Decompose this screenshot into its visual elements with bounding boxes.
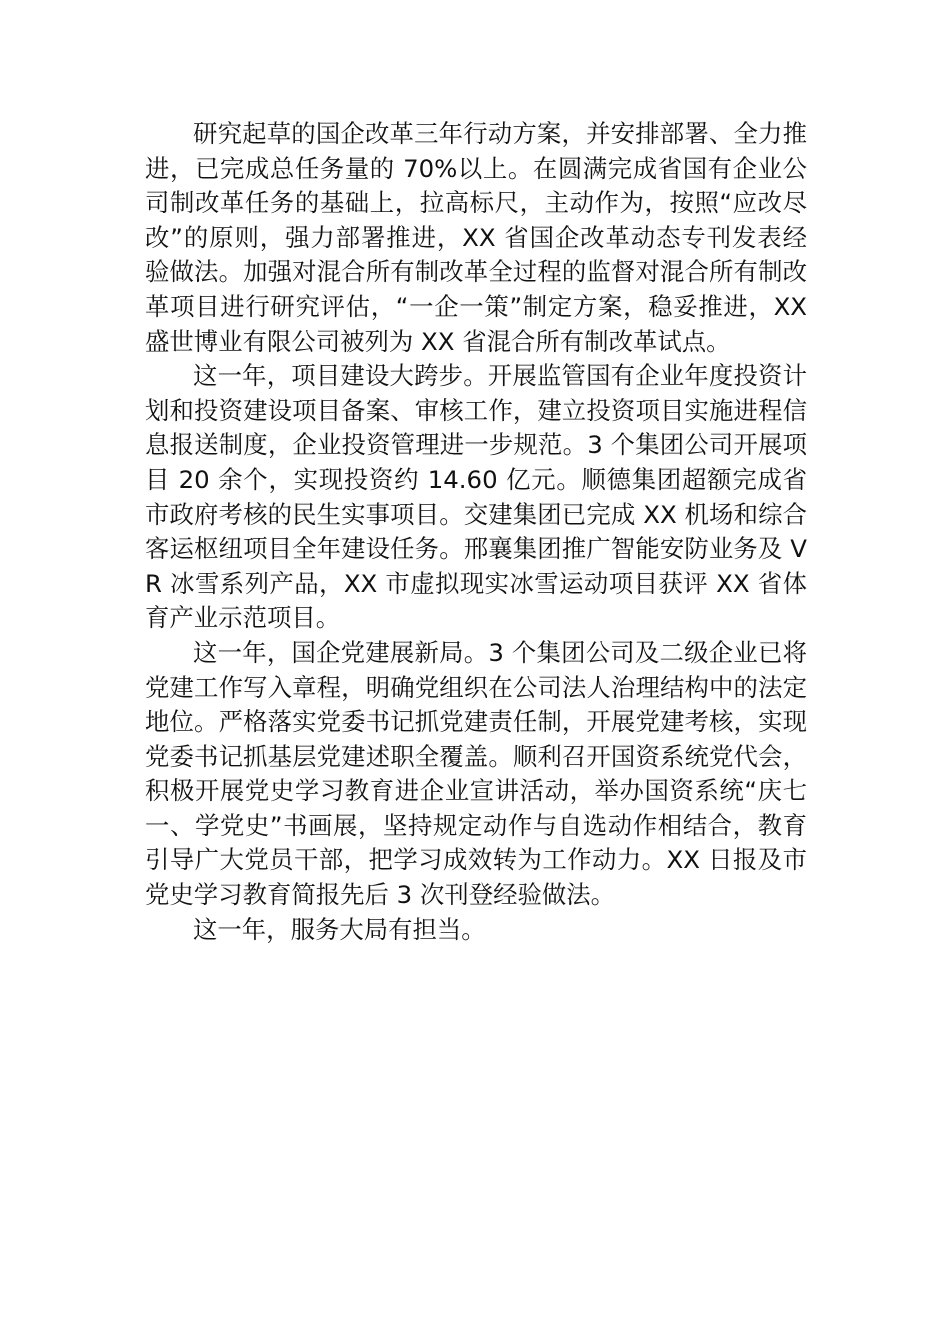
paragraph-party-building: 这一年，国企党建展新局。3 个集团公司及二级企业已将党建工作写入章程，明确党组织在公司法人治理结构中的法定地位。严格落实党委书记抓党建责任制，开展党建考核，实现党委书记抓基层党建述职全覆盖。顺利召开国资系统党代会，积极开展党史学习教育进企业宣讲活动，举办国资系统“庆七一、学党史”书画展，坚持规定动作与自选动作相结合，教育引导广大党员干部，把学习成效转为工作动力。XX 日报及市党史学习教育简报先后 3 次刊登经验做法。	[145, 637, 807, 910]
paragraph-project-construction: 这一年，项目建设大跨步。开展监管国有企业年度投资计划和投资建设项目备案、审核工作，建立投资项目实施进程信息报送制度，企业投资管理进一步规范。3 个集团公司开展项目 20 余个，实现投资约 14.60 亿元。顺德集团超额完成省市政府考核的民生实事项目。交建集团已完成 XX 机场和综合客运枢纽项目全年建设任务。邢襄集团推广智能安防业务及 VR 冰雪系列产品，XX 市虚拟现实冰雪运动项目获评 XX 省体育产业示范项目。	[145, 361, 807, 633]
document-body	[145, 117, 807, 947]
paragraph-reform-plan: 研究起草的国企改革三年行动方案，并安排部署、全力推进，已完成总任务量的 70%以上。在圆满完成省国有企业公司制改革任务的基础上，拉高标尺，主动作为，按照“应改尽改”的原则，强力部署推进，XX 省国企改革动态专刊发表经验做法。加强对混合所有制改革全过程的监督对混合所有制改革项目进行研究评估，“一企一策”制定方案，稳妥推进，XX 盛世博业有限公司被列为 XX 省混合所有制改革试点。	[145, 119, 807, 356]
paragraph-service: 这一年，服务大局有担当。	[193, 914, 486, 944]
